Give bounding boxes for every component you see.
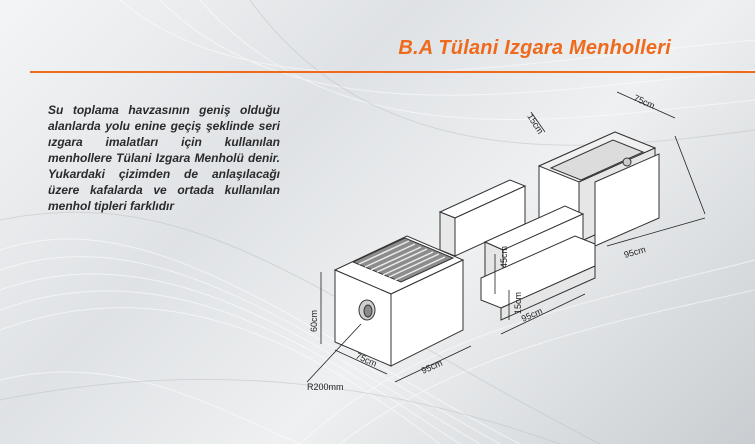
dim-wall: 15cm xyxy=(525,111,546,136)
dim-left-length: 95cm xyxy=(419,357,444,376)
dim-mid-length: 95cm xyxy=(519,305,544,324)
description-text: Su toplama havzasının geniş olduğu alanlarda yolu enine geçiş şeklinde seri ızgara imalatları için kullanılan menhollere Tülani Izgara Menholü denir. Yukardaki çizimden de anlaşılacağı üzere kafalarda ve ortada kullanılan menhol tipleri farklıdır xyxy=(48,103,280,213)
dim-left-width: 75cm xyxy=(354,350,379,369)
title-divider xyxy=(30,71,755,73)
dim-right-length: 95cm xyxy=(622,244,647,260)
page-title: B.A Tülani Izgara Menholleri xyxy=(398,37,671,59)
dim-pipe: R200mm xyxy=(307,382,344,392)
dim-top-width: 75cm xyxy=(632,92,657,111)
manhole-drawing xyxy=(295,78,755,408)
dim-mid-height: 45cm xyxy=(499,245,509,268)
dim-mid-base: 15cm xyxy=(513,291,523,314)
dim-left-height: 60cm xyxy=(309,309,319,332)
